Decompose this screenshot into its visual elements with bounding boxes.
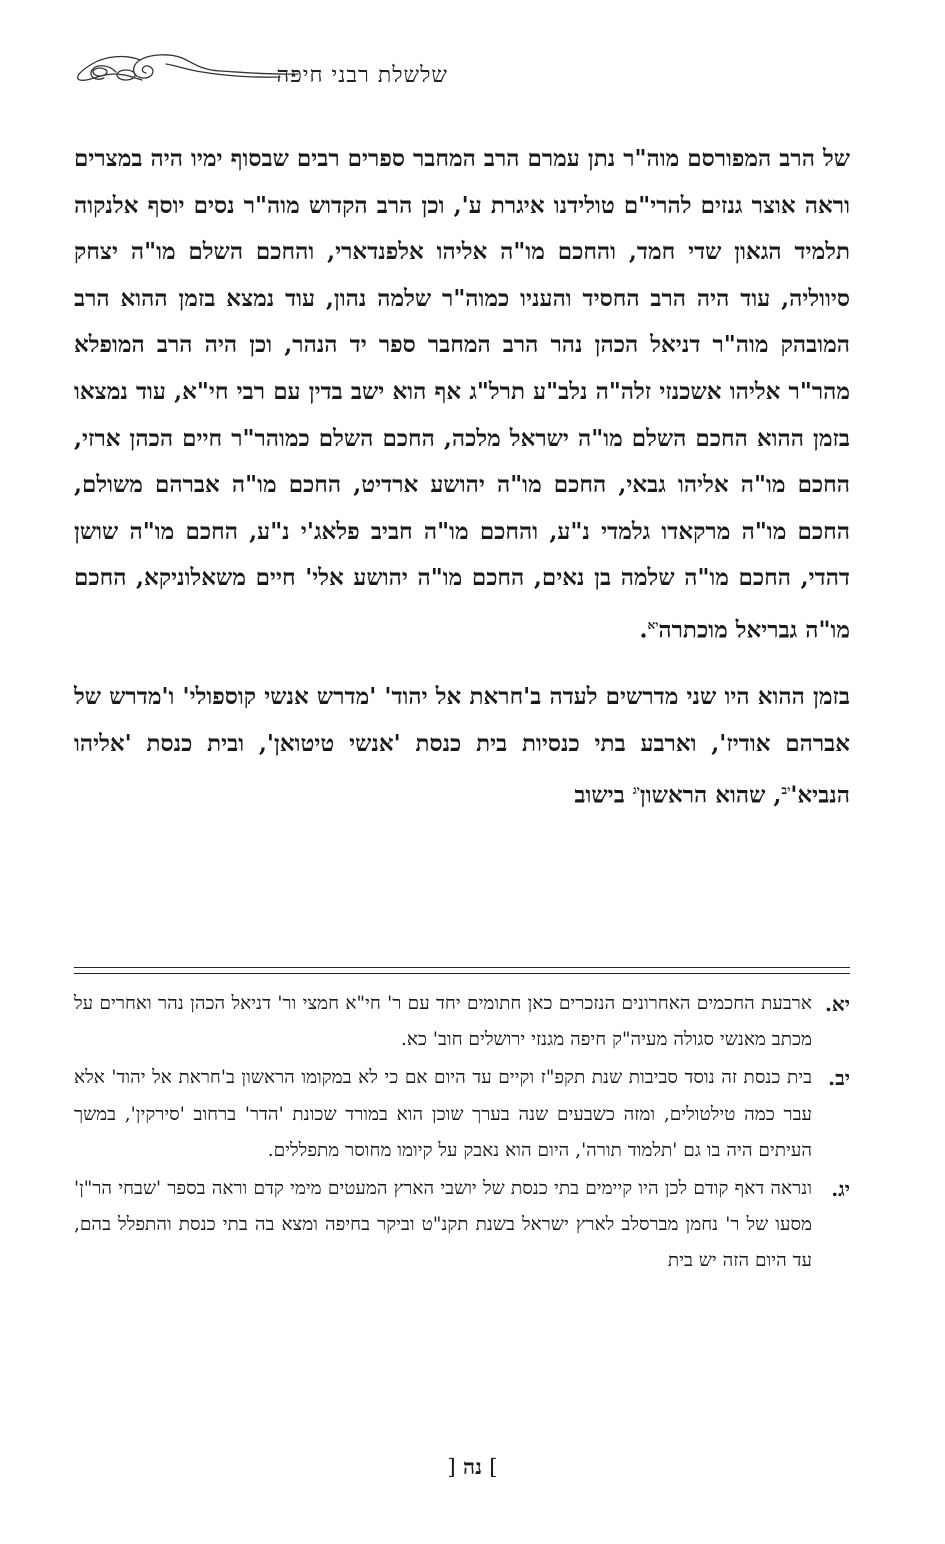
- footnote-text: ארבעת החכמים האחרונים הנזכרים כאן חתומים יחד עם ר' חי"א חמצי ור' דניאל הכהן נהר ואחרים על מכתב מאנשי סגולה מעיה"ק חיפה מגנזי ירושלים חוב' כא.: [74, 993, 812, 1051]
- paragraph-text: של הרב המפורסם מוה"ר נתן עמרם הרב המחבר ספרים רבים שבסוף ימיו היה במצרים וראה אוצר גנזים להרי"ם טולידנו איגרת ע', וכן הרב הקדוש מוה"ר נסים יוסף אלנקוה תלמיד הגאון שדי חמד, והחכם מו"ה אליהו אלפנדארי, והחכם השלם מו"ה יצחק סיווליה, עוד היה הרב החסיד והעניו כמוה"ר שלמה נהון, עוד נמצא בזמן ההוא הרב המובהק מוה"ר דניאל הכהן נהר הרב המחבר ספר יד הנהר, וכן היה הרב המופלא מהר"ר אליהו אשכנזי זלה"ה נלב"ע תרל"ג אף הוא ישב בדין עם רבי חי"א, עוד נמצאו בזמן ההוא החכם השלם מו"ה ישראל מלכה, החכם השלם כמוהר"ר חיים הכהן ארזי, החכם מו"ה אליהו גבאי, החכם מו"ה יהושע ארדיט, החכם מו"ה אברהם משולם, החכם מו"ה מרקאדו גלמדי נ"ע, והחכם מו"ה חביב פלאג'י נ"ע, החכם מו"ה שושן דהדי, החכם מו"ה שלמה בן נאים, החכם מו"ה יהושע אלי' חיים משאלוניקא, החכם מו"ה גבריאל מוכתרה: [74, 145, 850, 644]
- paragraph: [74, 674, 850, 819]
- page-number-bracket: ]: [489, 1455, 498, 1479]
- paragraph-text: בישוב: [574, 782, 633, 810]
- paragraph-text: , שהוא הראשון: [639, 782, 782, 810]
- footnotes: [74, 986, 850, 1282]
- footnote-label: יא.: [824, 992, 850, 1016]
- footnote-ref: יב: [781, 783, 791, 798]
- running-header: [70, 44, 448, 104]
- footnote: [74, 1060, 850, 1169]
- footnote-ref: יא: [647, 617, 659, 632]
- paragraph-text: .: [639, 616, 648, 644]
- footnote: [74, 986, 850, 1058]
- footnote-label: יג.: [831, 1177, 850, 1202]
- footnote-label: יב.: [828, 1066, 850, 1091]
- flourish-ornament-icon: [70, 48, 300, 88]
- paragraph: [74, 136, 850, 654]
- paragraph-text: בזמן ההוא היו שני מדרשים לעדה ב'חראת אל יהוד' 'מדרש אנשי קוספולי' ו'מדרש של אברהם אודיז', וארבע בתי כנסיות בית כנסת 'אנשי טיטואן', ובית כנסת 'אליהו הנביא': [74, 683, 850, 810]
- footnote-divider: [74, 967, 850, 974]
- page-number: [0, 1454, 945, 1480]
- running-title: שלשלת רבני חיפה: [276, 63, 448, 88]
- footnote-ref: יג: [632, 783, 640, 798]
- footnote-text: בית כנסת זה נוסד סביבות שנת תקפ"ז וקיים עד היום אם כי לא במקומו הראשון ב'חראת אל יהוד' אלא עבר כמה טילטולים, ומזה כשבעים שנה בערך שוכן הוא במורד שכונת 'הדר' ברחוב 'סירקין', במשך העיתים היה בו גם 'תלמוד תורה', היום הוא נאבק על קיומו מחוסר מתפללים.: [74, 1067, 812, 1161]
- footnote-text: ונראה דאף קודם לכן היו קיימים בתי כנסת של יושבי הארץ המעטים מימי קדם וראה בספר 'שבחי הר"ן' מסעו של ר' נחמן מברסלב לארץ ישראל בשנת תקנ"ט וביקר בחיפה ומצא בה בתי כנסת והתפלל בהם, עד היום הזה יש בית: [74, 1178, 812, 1272]
- main-text: [74, 136, 850, 820]
- footnote: [74, 1171, 850, 1280]
- page-number-value: נה: [463, 1454, 482, 1479]
- page-number-bracket: [: [447, 1455, 456, 1479]
